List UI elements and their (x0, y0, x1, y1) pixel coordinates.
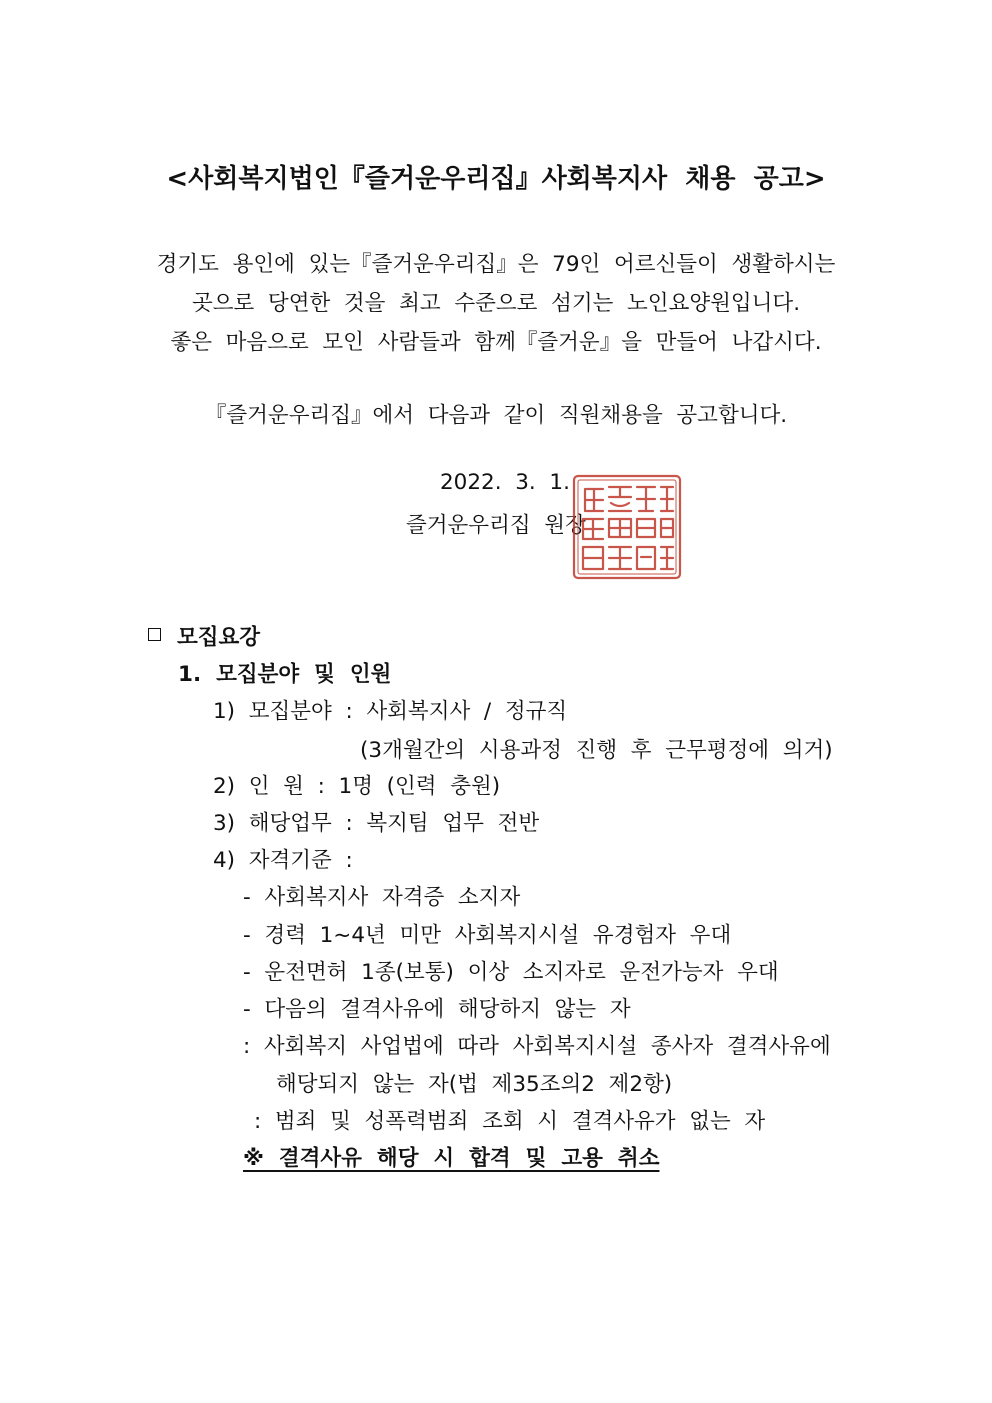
intro-line-2: 곳으로 당연한 것을 최고 수준으로 섬기는 노인요양원입니다. (191, 291, 801, 316)
disqualification-crime: : 범죄 및 성폭력범죄 조회 시 결격사유가 없는 자 (254, 1109, 766, 1134)
square-bullet-icon (148, 628, 161, 641)
cancellation-note: ※ 결격사유 해당 시 합격 및 고용 취소 (243, 1146, 660, 1171)
disqualification-law-line-1: : 사회복지 사업법에 따라 사회복지시설 종사자 결격사유에 (243, 1034, 831, 1059)
subsection-heading: 1. 모집분야 및 인원 (178, 662, 392, 687)
item-headcount: 2) 인 원 : 1명 (인력 충원) (213, 774, 501, 799)
announcement-text: 『즐거운우리집』에서 다음과 같이 직원채용을 공고합니다. (204, 403, 788, 428)
section-heading-text: 모집요강 (177, 625, 261, 650)
criteria-disqualification: - 다음의 결격사유에 해당하지 않는 자 (243, 997, 631, 1022)
intro-line-1: 경기도 용인에 있는『즐거운우리집』은 79인 어르신들이 생활하시는 (156, 252, 836, 277)
criteria-driving: - 운전면허 1종(보통) 이상 소지자로 운전가능자 우대 (243, 960, 779, 985)
item-probation-note: (3개월간의 시용과정 진행 후 근무평정에 의거) (360, 738, 833, 763)
item-duties: 3) 해당업무 : 복지팀 업무 전반 (213, 811, 540, 836)
date-text: 2022. 3. 1. (440, 470, 570, 495)
director-signature: 즐거운우리집 원장 (406, 513, 586, 538)
criteria-license: - 사회복지사 자격증 소지자 (243, 885, 521, 910)
item-recruit-field: 1) 모집분야 : 사회복지사 / 정규직 (213, 699, 568, 724)
section-heading (148, 620, 260, 651)
disqualification-law-line-2: 해당되지 않는 자(법 제35조의2 제2항) (276, 1072, 673, 1097)
criteria-experience: - 경력 1~4년 미만 사회복지시설 유경험자 우대 (243, 923, 732, 948)
intro-line-3: 좋은 마음으로 모인 사람들과 함께『즐거운』을 만들어 나갑시다. (170, 330, 822, 355)
page-title: <사회복지법인『즐거운우리집』사회복지사 채용 공고> (166, 164, 826, 194)
official-seal-icon (571, 473, 683, 581)
item-criteria-heading: 4) 자격기준 : (213, 848, 353, 873)
